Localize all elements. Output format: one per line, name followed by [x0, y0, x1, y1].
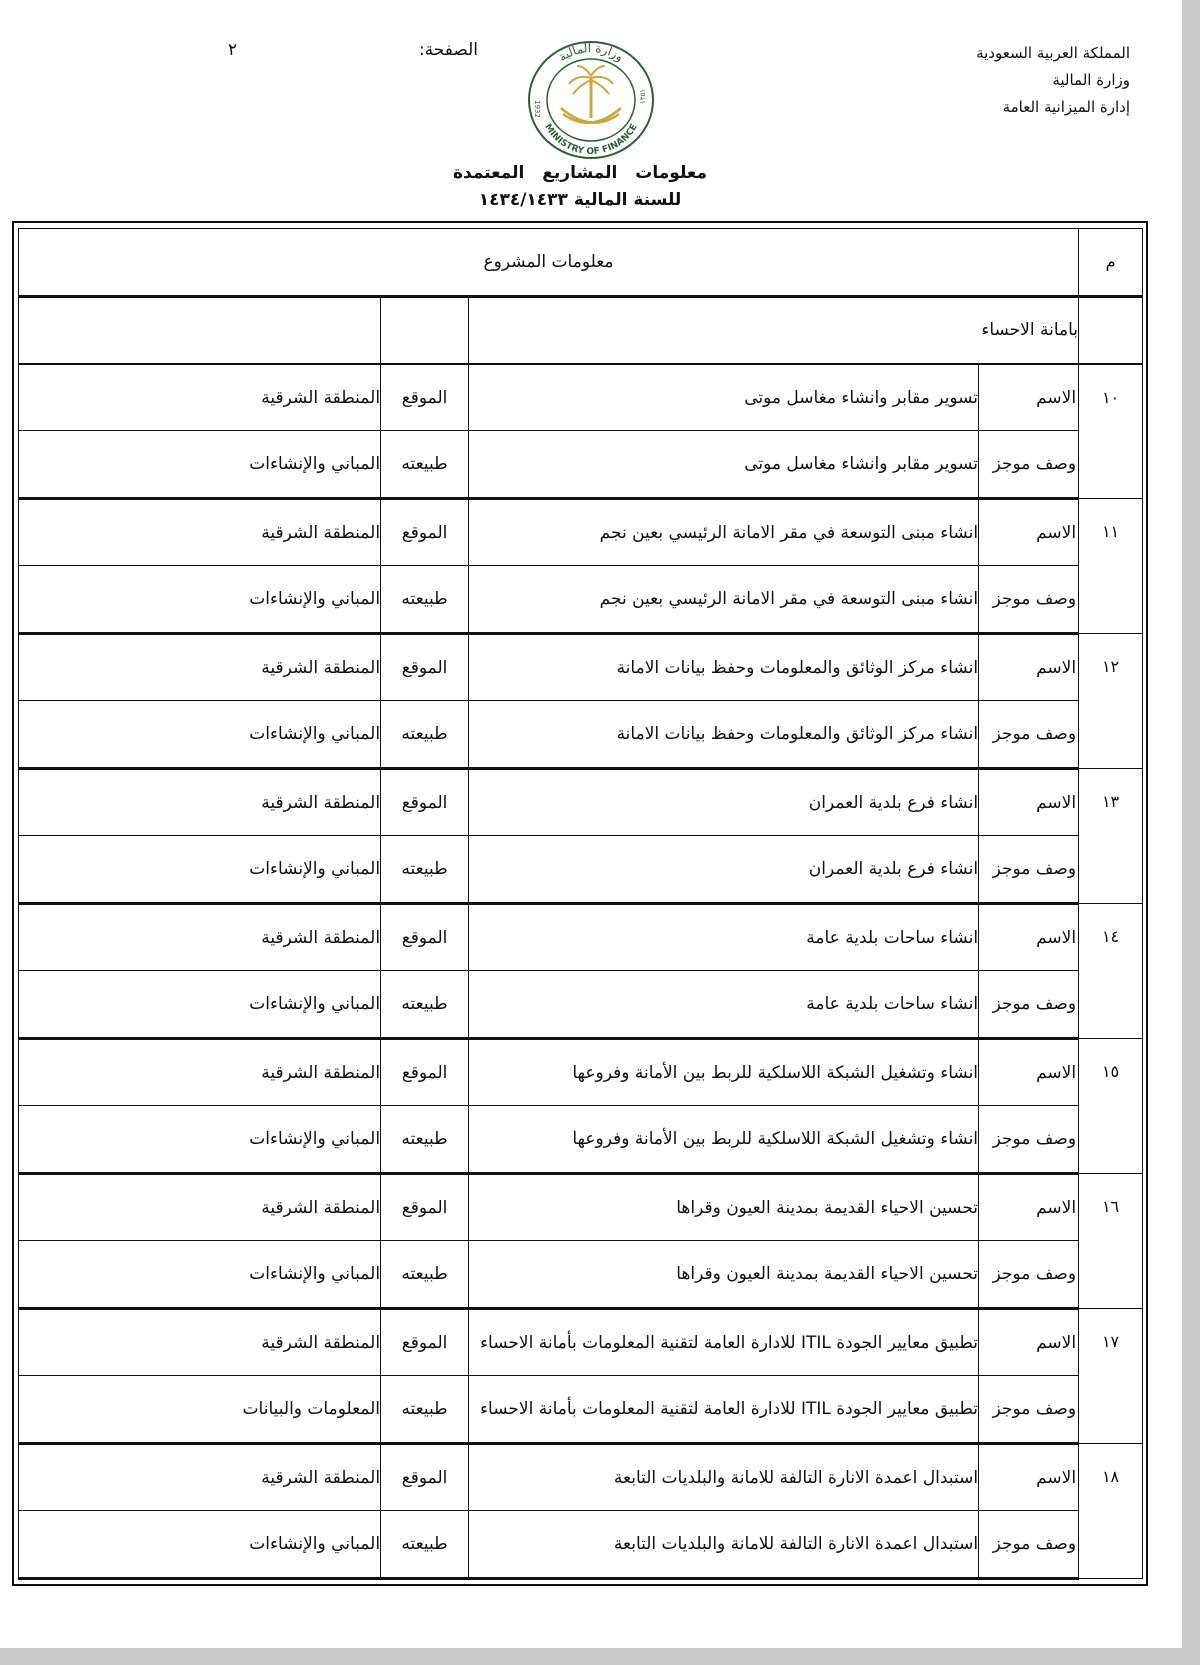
project-location: المنطقة الشرقية: [19, 364, 381, 431]
project-name: انشاء فرع بلدية العمران: [469, 768, 979, 836]
desc-label: وصف موجز: [979, 566, 1079, 634]
name-label: الاسم: [979, 498, 1079, 566]
project-number: ١٣: [1079, 768, 1143, 903]
project-name-row: [19, 364, 1143, 431]
table-header-row: [19, 229, 1143, 297]
svg-text:وزارة المالية: [556, 41, 626, 65]
department-line: إدارة الميزانية العامة: [1002, 98, 1130, 116]
group-title-number-cell: [1079, 296, 1143, 364]
project-name: انشاء وتشغيل الشبكة اللاسلكية للربط بين الأمانة وفروعها: [469, 1038, 979, 1106]
project-location: المنطقة الشرقية: [19, 1308, 381, 1376]
group-title: بامانة الاحساء: [469, 296, 1079, 364]
info-column-header: معلومات المشروع: [19, 229, 1079, 297]
project-desc-row: [19, 971, 1143, 1039]
project-name: استبدال اعمدة الانارة التالفة للامانة والبلديات التابعة: [469, 1443, 979, 1511]
project-name: انشاء مبنى التوسعة في مقر الامانة الرئيسي بعين نجم: [469, 498, 979, 566]
seal-year-left: 1932: [533, 100, 541, 118]
seal-top-text: وزارة المالية: [555, 40, 627, 65]
project-desc-row: [19, 1511, 1143, 1579]
project-nature: المباني والإنشاءات: [19, 971, 381, 1039]
project-desc-row: [19, 836, 1143, 904]
project-number: ١٨: [1079, 1443, 1143, 1578]
page-number: ٢: [228, 40, 238, 60]
name-label: الاسم: [979, 1173, 1079, 1241]
project-nature: المباني والإنشاءات: [19, 566, 381, 634]
desc-label: وصف موجز: [979, 1241, 1079, 1309]
project-desc-row: [19, 1106, 1143, 1174]
palm-and-swords-icon: [561, 66, 621, 123]
project-desc-row: [19, 566, 1143, 634]
location-label: الموقع: [381, 1173, 469, 1241]
project-nature: المباني والإنشاءات: [19, 1241, 381, 1309]
project-number: ١٧: [1079, 1308, 1143, 1443]
project-name-row: [19, 1173, 1143, 1241]
location-label: الموقع: [381, 903, 469, 971]
project-desc-row: [19, 1376, 1143, 1444]
project-desc: انشاء مركز الوثائق والمعلومات وحفظ بيانات الامانة: [469, 701, 979, 769]
title-line-2: للسنة المالية ١٤٣٤/١٤٣٣: [478, 190, 682, 210]
project-name: تسوير مقابر وانشاء مغاسل موتى: [469, 364, 979, 431]
project-name-row: [19, 633, 1143, 701]
nature-label: طبيعته: [381, 1511, 469, 1579]
desc-label: وصف موجز: [979, 971, 1079, 1039]
nature-label: طبيعته: [381, 1376, 469, 1444]
nature-label: طبيعته: [381, 836, 469, 904]
project-location: المنطقة الشرقية: [19, 903, 381, 971]
location-label: الموقع: [381, 768, 469, 836]
projects-table: [18, 228, 1143, 1580]
location-label: الموقع: [381, 1038, 469, 1106]
project-location: المنطقة الشرقية: [19, 768, 381, 836]
nature-label: طبيعته: [381, 566, 469, 634]
project-name-row: [19, 768, 1143, 836]
location-label: الموقع: [381, 633, 469, 701]
name-label: الاسم: [979, 1038, 1079, 1106]
location-label: الموقع: [381, 1443, 469, 1511]
project-name: تحسين الاحياء القديمة بمدينة العيون وقراها: [469, 1173, 979, 1241]
project-number: ١٦: [1079, 1173, 1143, 1308]
desc-label: وصف موجز: [979, 431, 1079, 499]
desc-label: وصف موجز: [979, 1511, 1079, 1579]
project-desc: انشاء ساحات بلدية عامة: [469, 971, 979, 1039]
project-location: المنطقة الشرقية: [19, 498, 381, 566]
name-label: الاسم: [979, 364, 1079, 431]
project-desc: استبدال اعمدة الانارة التالفة للامانة والبلديات التابعة: [469, 1511, 979, 1579]
project-nature: المعلومات والبيانات: [19, 1376, 381, 1444]
nature-label: طبيعته: [381, 1241, 469, 1309]
project-name-row: [19, 1308, 1143, 1376]
project-name-row: [19, 1443, 1143, 1511]
location-label: الموقع: [381, 364, 469, 431]
project-nature: المباني والإنشاءات: [19, 431, 381, 499]
project-name: انشاء مركز الوثائق والمعلومات وحفظ بيانات الامانة: [469, 633, 979, 701]
ministry-line: وزارة المالية: [1052, 71, 1130, 89]
project-name: تطبيق معايير الجودة ITIL للادارة العامة لتقنية المعلومات بأمانة الاحساء: [469, 1308, 979, 1376]
document-header: [0, 0, 1182, 220]
name-label: الاسم: [979, 633, 1079, 701]
number-column-header: م: [1079, 229, 1143, 297]
project-name-row: [19, 903, 1143, 971]
location-label: الموقع: [381, 498, 469, 566]
project-name: انشاء ساحات بلدية عامة: [469, 903, 979, 971]
project-location: المنطقة الشرقية: [19, 633, 381, 701]
project-desc: انشاء وتشغيل الشبكة اللاسلكية للربط بين الأمانة وفروعها: [469, 1106, 979, 1174]
project-location: المنطقة الشرقية: [19, 1173, 381, 1241]
project-desc-row: [19, 701, 1143, 769]
title-line-1: معلومات المشاريع المعتمدة: [452, 163, 707, 183]
project-nature: المباني والإنشاءات: [19, 1106, 381, 1174]
projects-table-body: [19, 229, 1143, 1579]
project-desc: تسوير مقابر وانشاء مغاسل موتى: [469, 431, 979, 499]
project-desc: تحسين الاحياء القديمة بمدينة العيون وقراها: [469, 1241, 979, 1309]
nature-label: طبيعته: [381, 701, 469, 769]
project-nature: المباني والإنشاءات: [19, 1511, 381, 1579]
name-label: الاسم: [979, 768, 1079, 836]
project-desc: انشاء مبنى التوسعة في مقر الامانة الرئيسي بعين نجم: [469, 566, 979, 634]
group-title-row: [19, 296, 1143, 364]
location-label: الموقع: [381, 1308, 469, 1376]
project-desc-row: [19, 431, 1143, 499]
project-number: ١٢: [1079, 633, 1143, 768]
kingdom-line: المملكة العربية السعودية: [976, 44, 1130, 62]
svg-text:MINISTRY OF FINANCE: [542, 122, 640, 157]
project-location: المنطقة الشرقية: [19, 1443, 381, 1511]
project-name-row: [19, 498, 1143, 566]
nature-label: طبيعته: [381, 431, 469, 499]
desc-label: وصف موجز: [979, 836, 1079, 904]
project-nature: المباني والإنشاءات: [19, 701, 381, 769]
desc-label: وصف موجز: [979, 1376, 1079, 1444]
project-desc-row: [19, 1241, 1143, 1309]
name-label: الاسم: [979, 1443, 1079, 1511]
document-title: [420, 160, 740, 214]
project-desc: انشاء فرع بلدية العمران: [469, 836, 979, 904]
project-name-row: [19, 1038, 1143, 1106]
nature-label: طبيعته: [381, 971, 469, 1039]
name-label: الاسم: [979, 903, 1079, 971]
project-number: ١١: [1079, 498, 1143, 633]
page-number-block: [228, 40, 478, 60]
nature-label: طبيعته: [381, 1106, 469, 1174]
project-nature: المباني والإنشاءات: [19, 836, 381, 904]
project-desc: تطبيق معايير الجودة ITIL للادارة العامة لتقنية المعلومات بأمانة الاحساء: [469, 1376, 979, 1444]
group-title-blank-cell: [381, 296, 469, 364]
group-title-blank-cell: [19, 296, 381, 364]
project-number: ١٤: [1079, 903, 1143, 1038]
government-heading: [890, 40, 1130, 121]
seal-year-right: ١٣٥١: [639, 88, 647, 104]
name-label: الاسم: [979, 1308, 1079, 1376]
project-number: ١٥: [1079, 1038, 1143, 1173]
page-label: الصفحة:: [418, 40, 478, 60]
desc-label: وصف موجز: [979, 1106, 1079, 1174]
seal-bottom-text: MINISTRY OF FINANCE: [542, 122, 640, 158]
desc-label: وصف موجز: [979, 701, 1079, 769]
project-location: المنطقة الشرقية: [19, 1038, 381, 1106]
project-number: ١٠: [1079, 364, 1143, 498]
ministry-seal-logo: [525, 38, 657, 162]
